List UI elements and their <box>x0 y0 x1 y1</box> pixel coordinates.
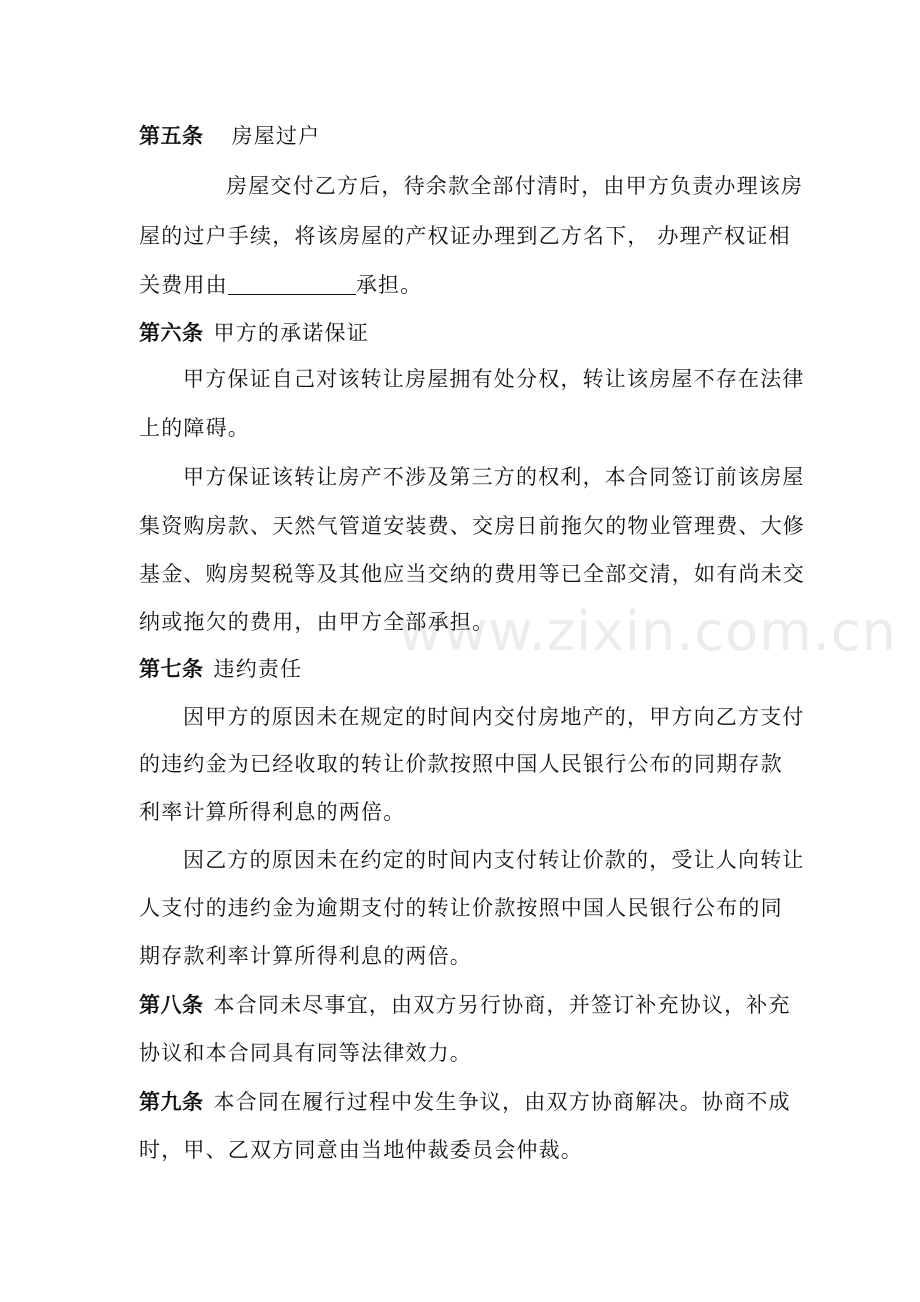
article-8-number: 第八条 <box>139 992 204 1017</box>
article-6-line-2: 上的障碍。 <box>139 416 250 440</box>
article-8-text-1: 本合同未尽事宜，由双方另行协商，并签订补充协议，补充 <box>213 993 791 1017</box>
article-7-line-6: 期存款利率计算所得利息的两倍。 <box>139 944 472 968</box>
article-7-line-1: 因甲方的原因未在规定的时间内交付房地产的，甲方向乙方支付 <box>183 705 805 729</box>
article-7-number: 第七条 <box>139 656 204 681</box>
article-6-line-3: 甲方保证该转让房产不涉及第三方的权利，本合同签订前该房屋 <box>183 465 805 489</box>
article-5-line-3 <box>139 271 422 299</box>
article-9-number: 第九条 <box>139 1089 204 1114</box>
article-6-number: 第六条 <box>139 320 204 345</box>
article-5-number: 第五条 <box>139 123 204 148</box>
article-6-line-5: 基金、购房契税等及其他应当交纳的费用等已全部交清，如有尚未交 <box>139 562 805 586</box>
article-6-line-6: 纳或拖欠的费用，由甲方全部承担。 <box>139 610 495 634</box>
article-6-title: 甲方的承诺保证 <box>213 321 369 345</box>
article-7-line-2: 的违约金为已经收取的转让价款按照中国人民银行公布的同期存款 <box>139 752 783 776</box>
article-7-line-4: 因乙方的原因未在约定的时间内支付转让价款的，受让人向转让 <box>183 848 805 872</box>
article-5-title: 房屋过户 <box>231 124 321 148</box>
fee-bearer-blank <box>228 274 356 295</box>
article-6-line-4: 集资购房款、天然气管道安装费、交房日前拖欠的物业管理费、大修 <box>139 514 805 538</box>
article-5-line-2: 屋的过户手续，将该房屋的产权证办理到乙方名下， 办理产权证相 <box>139 224 791 248</box>
article-7-title: 违约责任 <box>213 657 303 681</box>
watermark: www.zixin.com.cn <box>398 600 897 663</box>
article-6-line-1: 甲方保证自己对该转让房屋拥有处分权，转让该房屋不存在法律 <box>183 367 805 391</box>
article-5-heading <box>139 122 320 150</box>
article-9-text-1: 本合同在履行过程中发生争议，由双方协商解决。协商不成 <box>213 1090 791 1114</box>
article-8-line-2: 协议和本合同具有同等法律效力。 <box>139 1041 472 1065</box>
article-5-line-1: 房屋交付乙方后，待余款全部付清时，由甲方负责办理该房 <box>226 174 804 198</box>
article-8-line-1 <box>139 991 791 1019</box>
article-5-line-3-start: 关费用由 <box>139 273 228 297</box>
article-7-line-5: 人支付的违约金为逾期支付的转让价款按照中国人民银行公布的同 <box>139 896 783 920</box>
article-5-line-3-end: 承担。 <box>355 273 423 297</box>
article-6-heading <box>139 319 369 347</box>
article-9-line-1 <box>139 1088 791 1116</box>
article-7-line-3: 利率计算所得利息的两倍。 <box>139 800 406 824</box>
article-7-heading <box>139 655 302 683</box>
article-9-line-2: 时，甲、乙双方同意由当地仲裁委员会仲裁。 <box>139 1138 583 1162</box>
